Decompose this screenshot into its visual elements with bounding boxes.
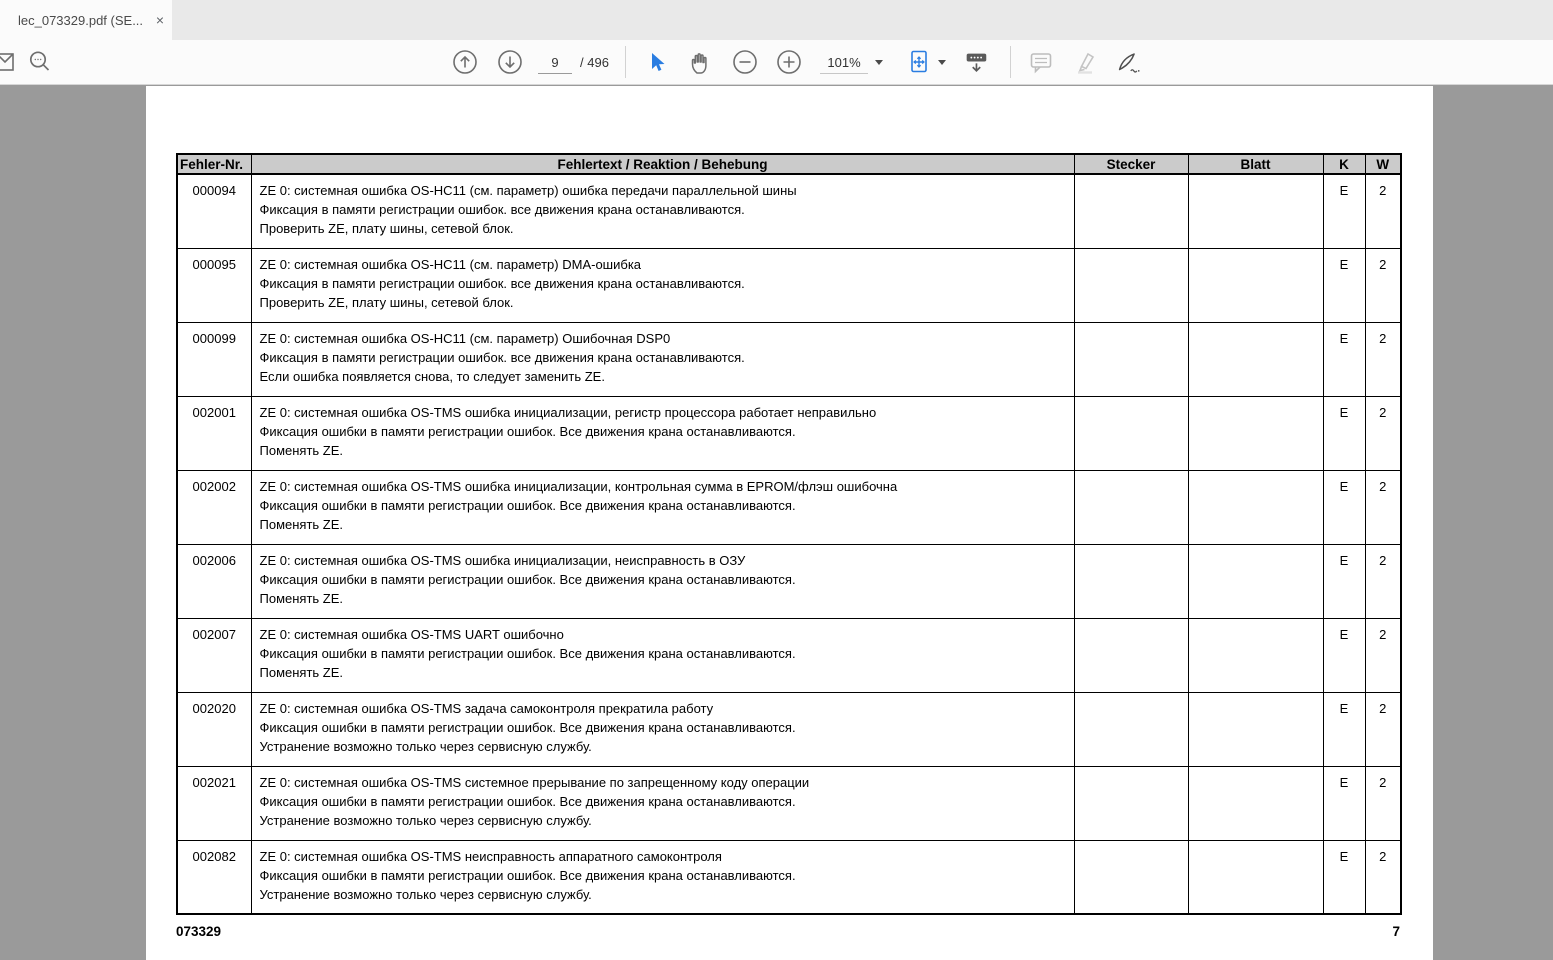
page-footer [176,924,1400,939]
error-code-table [176,153,1402,915]
fault-reaction-line: Фиксация в памяти регистрации ошибок. все движения крана останавливаются. [259,349,745,365]
toolbar-separator [625,46,626,78]
cell-k: E [1323,322,1365,396]
header-stecker: Stecker [1074,154,1188,174]
fault-text-line: ZE 0: системная ошибка OS-TMS системное прерывание по запрещенному коду операции [259,774,810,790]
cell-fehlertext [251,544,1074,618]
cell-fehlertext [251,470,1074,544]
cell-k: E [1323,692,1365,766]
cell-w: 2 [1365,766,1401,840]
fault-reaction-line: Фиксация ошибки в памяти регистрации ошибок. Все движения крана останавливаются. [259,423,796,439]
error-table-body [177,174,1401,914]
fault-reaction-line: Фиксация ошибки в памяти регистрации ошибок. Все движения крана останавливаются. [259,497,796,513]
next-page-icon[interactable] [496,48,524,76]
cell-fehlertext [251,766,1074,840]
table-row [177,470,1401,544]
dock-toolbar-icon[interactable] [962,48,990,76]
cell-k: E [1323,396,1365,470]
cell-k: E [1323,840,1365,914]
cell-fehler-nr: 002002 [177,470,251,544]
cell-blatt [1188,692,1323,766]
cell-fehler-nr: 000094 [177,174,251,248]
comment-icon[interactable] [1027,48,1055,76]
table-row [177,322,1401,396]
select-tool-icon[interactable] [643,48,671,76]
page-number-input[interactable] [538,51,572,74]
cell-fehler-nr: 000099 [177,322,251,396]
cell-blatt [1188,396,1323,470]
cell-stecker [1074,396,1188,470]
cell-blatt [1188,470,1323,544]
cell-w: 2 [1365,248,1401,322]
zoom-level-select[interactable]: 101% [820,51,868,74]
cell-stecker [1074,618,1188,692]
left-clipped-sidebar-icon[interactable] [0,48,19,76]
fault-remedy-line: Поменять ZE. [259,442,344,458]
fault-text-line: ZE 0: системная ошибка OS-TMS задача самоконтроля прекратила работу [259,700,714,716]
zoom-in-icon[interactable] [775,48,803,76]
page-count-label: / 496 [580,55,609,70]
table-row [177,174,1401,248]
tab-close-icon[interactable]: × [155,12,164,28]
browser-tab-bar [0,0,1553,40]
cell-fehler-nr: 002001 [177,396,251,470]
table-row [177,840,1401,914]
fault-text-line: ZE 0: системная ошибка OS-TMS UART ошибочно [259,626,564,642]
cell-stecker [1074,544,1188,618]
fault-reaction-line: Фиксация в памяти регистрации ошибок. все движения крана останавливаются. [259,275,745,291]
table-row [177,396,1401,470]
cell-fehlertext [251,322,1074,396]
cell-k: E [1323,766,1365,840]
fault-remedy-line: Поменять ZE. [259,664,344,680]
table-row [177,766,1401,840]
chevron-down-icon[interactable] [938,60,946,65]
cell-w: 2 [1365,840,1401,914]
fault-reaction-line: Фиксация ошибки в памяти регистрации ошибок. Все движения крана останавливаются. [259,645,796,661]
fault-remedy-line: Проверить ZE, плату шины, сетевой блок. [259,221,514,236]
cell-k: E [1323,248,1365,322]
cell-w: 2 [1365,322,1401,396]
cell-fehler-nr: 002006 [177,544,251,618]
cell-blatt [1188,174,1323,248]
fault-remedy-line: Устранение возможно только через сервисную службу. [259,738,592,754]
cell-fehler-nr: 002021 [177,766,251,840]
cell-blatt [1188,322,1323,396]
cell-fehlertext [251,174,1074,248]
cell-stecker [1074,322,1188,396]
fault-remedy-line: Поменять ZE. [259,590,344,606]
search-icon[interactable] [26,48,54,76]
cell-blatt [1188,544,1323,618]
cell-w: 2 [1365,174,1401,248]
cell-fehler-nr: 000095 [177,248,251,322]
pdf-page [146,86,1433,960]
fault-text-line: ZE 0: системная ошибка OS-HC11 (см. параметр) Ошибочная DSP0 [259,330,671,346]
fault-reaction-line: Фиксация в памяти регистрации ошибок. все движения крана останавливаются. [259,202,745,217]
fault-remedy-line: Устранение возможно только через сервисную службу. [259,886,592,902]
cell-fehler-nr: 002082 [177,840,251,914]
cell-w: 2 [1365,396,1401,470]
fit-page-icon[interactable] [905,48,933,76]
header-fehlertext: Fehlertext / Reaktion / Behebung [251,154,1074,174]
highlighter-icon[interactable] [1072,48,1100,76]
fault-reaction-line: Фиксация ошибки в памяти регистрации ошибок. Все движения крана останавливаются. [259,867,796,883]
table-row [177,692,1401,766]
zoom-out-icon[interactable] [731,48,759,76]
previous-page-icon[interactable] [451,48,479,76]
tab-title: lec_073329.pdf (SE... [18,12,144,28]
cell-k: E [1323,618,1365,692]
cell-stecker [1074,692,1188,766]
table-row [177,618,1401,692]
cell-stecker [1074,470,1188,544]
toolbar-separator [1010,46,1011,78]
sheet-page-number: 7 [1392,924,1400,939]
cell-blatt [1188,618,1323,692]
cell-k: E [1323,174,1365,248]
table-header-row [177,154,1401,174]
header-w: W [1365,154,1401,174]
pdf-toolbar [0,40,1553,85]
cell-blatt [1188,840,1323,914]
cell-fehlertext [251,618,1074,692]
cell-w: 2 [1365,470,1401,544]
chevron-down-icon[interactable] [875,60,883,65]
table-row [177,248,1401,322]
cell-blatt [1188,248,1323,322]
header-blatt: Blatt [1188,154,1323,174]
cell-fehlertext [251,840,1074,914]
fault-text-line: ZE 0: системная ошибка OS-HC11 (см. параметр) DMA-ошибка [259,256,642,272]
cell-fehler-nr: 002007 [177,618,251,692]
table-row [177,544,1401,618]
cell-blatt [1188,766,1323,840]
fault-remedy-line: Устранение возможно только через сервисную службу. [259,812,592,828]
fault-reaction-line: Фиксация ошибки в памяти регистрации ошибок. Все движения крана останавливаются. [259,719,796,735]
cell-k: E [1323,470,1365,544]
cell-stecker [1074,840,1188,914]
header-k: K [1323,154,1365,174]
cell-w: 2 [1365,618,1401,692]
cell-k: E [1323,544,1365,618]
fault-text-line: ZE 0: системная ошибка OS-TMS неисправность аппаратного самоконтроля [259,848,722,864]
fault-text-line: ZE 0: системная ошибка OS-TMS ошибка инициализации, неисправность в ОЗУ [259,552,746,568]
cell-stecker [1074,174,1188,248]
fault-text-line: ZE 0: системная ошибка OS-TMS ошибка инициализации, регистр процессора работает неправильно [259,404,877,420]
pdf-viewer-canvas[interactable] [0,86,1553,960]
fault-remedy-line: Поменять ZE. [259,516,344,532]
cell-stecker [1074,248,1188,322]
cell-w: 2 [1365,692,1401,766]
hand-tool-icon[interactable] [687,48,715,76]
fault-reaction-line: Фиксация ошибки в памяти регистрации ошибок. Все движения крана останавливаются. [259,793,796,809]
fill-and-sign-icon[interactable] [1114,48,1142,76]
fault-reaction-line: Фиксация ошибки в памяти регистрации ошибок. Все движения крана останавливаются. [259,571,796,587]
fault-remedy-line: Если ошибка появляется снова, то следует заменить ZE. [259,368,605,384]
document-number: 073329 [176,924,222,939]
cell-w: 2 [1365,544,1401,618]
cell-fehlertext [251,692,1074,766]
fault-text-line: ZE 0: системная ошибка OS-TMS ошибка инициализации, контрольная сумма в EPROM/флэш ошибочна [259,478,898,494]
cell-fehlertext [251,248,1074,322]
cell-stecker [1074,766,1188,840]
browser-tab[interactable] [0,0,172,40]
fault-remedy-line: Проверить ZE, плату шины, сетевой блок. [259,294,514,310]
error-table-container [176,153,1400,915]
header-fehler-nr: Fehler-Nr. [177,154,251,174]
cell-fehlertext [251,396,1074,470]
cell-fehler-nr: 002020 [177,692,251,766]
fault-text-line: ZE 0: системная ошибка OS-HC11 (см. параметр) ошибка передачи параллельной шины [259,183,797,198]
